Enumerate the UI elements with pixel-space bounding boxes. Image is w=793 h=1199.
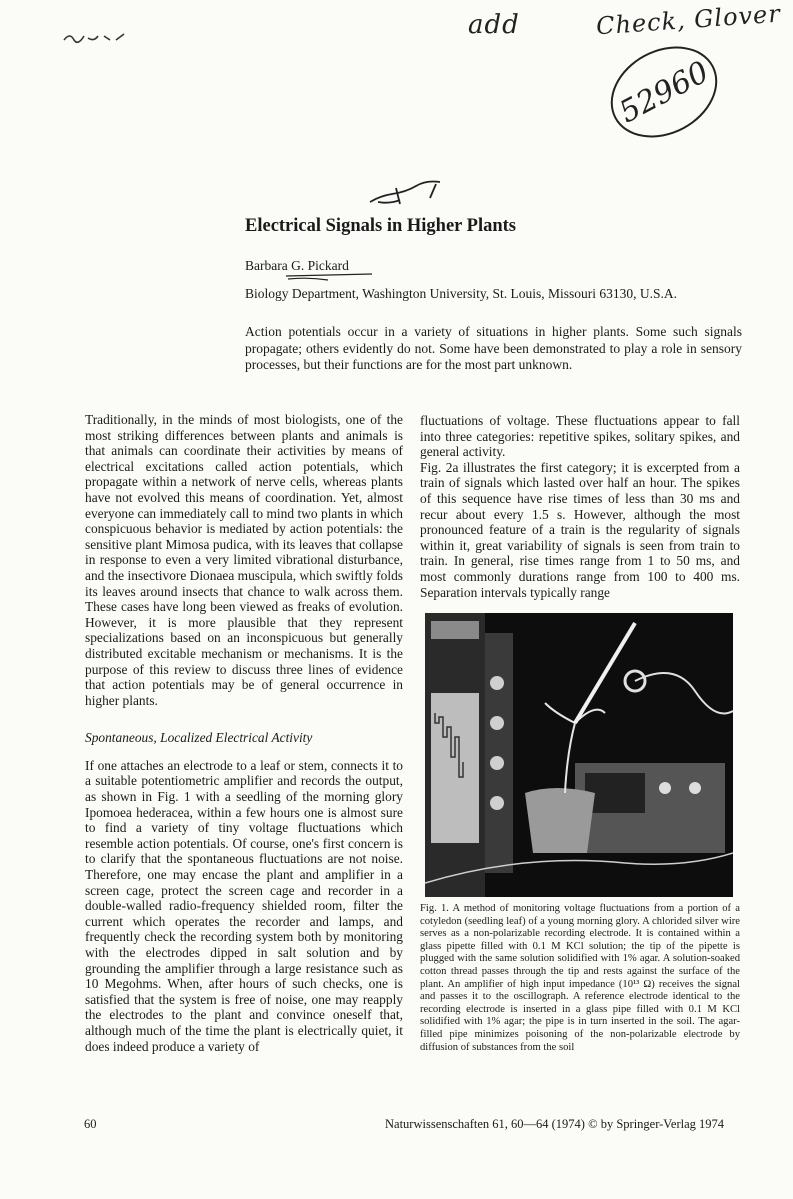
left-column [85,412,403,1054]
page-number: 60 [84,1117,97,1131]
article-title: Electrical Signals in Higher Plants [245,216,516,236]
handwritten-number-oval [595,29,733,156]
handwritten-add: add [468,10,520,40]
corner-scribble [60,26,130,48]
paragraph: If one attaches an electrode to a leaf or stem, connects it to a suitable potentiometric amplifier and records the output, as shown in Fig. 1 with a seedling of the morning glory Ipomoea hederacea, within a few hours one is almost sure to find a variety of tiny voltage fluctuations which resemble action potentials. Of course, one's first concern is to clarify that the spontaneous fluctuations are not noise. Therefore, one may encase the plant and amplifier in a screen cage, protect the screen cage and recorder in a double-walled radio-frequency shielded room, filter the current which operates the recorder and lamps, and frequently check the recording system both by monitoring with the electrodes dipped in salt solution and by grounding the amplifier through a large resistance such as 10 Megohms. When, after hours of such checks, one is satisfied that the system is free of noise, one may reapply the electrodes to the plant and convince oneself that, although much of the time the plant is electrically quiet, it does indeed produce a variety of [85,757,403,1054]
handwritten-number: 52960 [613,54,715,130]
paragraph: Fig. 2a illustrates the first category; it is excerpted from a train of signals which lasted over half an hour. The spikes of this sequence have rise times of less than 30 ms and recur about every 1.5 s. However, although the most pronounced feature of a train is the regularity of signals within it, great variability of signals is seen from train to train. In general, rise times range from 1 to 50 ms, and most commonly durations range from 100 to 400 ms. Separation intervals typically range [420,459,740,600]
right-column [420,413,740,600]
journal-citation: Naturwissenschaften 61, 60—64 (1974) © by Springer-Verlag 1974 [385,1117,725,1131]
abstract: Action potentials occur in a variety of situations in higher plants. Some such signals propagate; others evidently do not. Some have been demonstrated to play a role in sensory processes, but their functions are for the most part unknown. [245,324,742,372]
section-heading: Spontaneous, Localized Electrical Activity [85,730,313,746]
figure-1-caption: Fig. 1. A method of monitoring voltage fluctuations from a portion of a cotyledon (seedling leaf) of a young morning glory. A chlorided silver wire serves as a non-polarizable recording electrode. It is contained within a glass pipette filled with 0.1 M KCl solution; the tip of the pipette is plugged with the same solution solidified with 1% agar. A solution-soaked cotton thread passes through the tip and rests against the surface of the plant. An amplifier of high input impedance (10¹³ Ω) receives the signal and passes it to the oscillograph. A reference electrode identical to the recording electrode is inserted in a glass pipe filled with 0.1 M KCl solidified with 1% agar; the pipe is in turn inserted in the soil. The agar-filled pipe minimizes poisoning of the non-polarizable electrode by diffusion of substances from the soil [420,903,740,1053]
figure-1-photo [425,613,733,897]
scribble-mark [366,178,448,208]
author-affiliation: Biology Department, Washington University, St. Louis, Missouri 63130, U.S.A. [245,286,678,301]
apparatus-photo [425,613,733,897]
paragraph: fluctuations of voltage. These fluctuations appear to fall into three categories: repetitive spikes, solitary spikes, and general activity. [420,413,740,460]
author-name: Barbara G. Pickard [245,258,349,273]
handwritten-check-glover: Check, Glover [595,0,782,41]
author-underline [284,270,374,282]
paragraph: Traditionally, in the minds of most biologists, one of the most striking differences between plants and animals is that animals can coordinate their activities by means of electrical excitations called action potentials, which propagate within a network of nerve cells, whereas plants have not evolved this means of coordination. Yet, almost everyone can immediately call to mind two plants in which conspicuous behavior is mediated by action potentials: the sensitive plant Mimosa pudica, with its leaves that collapse in response to even a very limited vibrational disturbance, and the insectivore Dionaea muscipula, which swiftly folds its leaves around insects that chance to walk across them. These cases have long been viewed as freaks of evolution. However, it is more plausible that they represent specializations based on an inconspicuous but generally distributed excitable mechanism or mechanisms. It is the purpose of this review to discuss three lines of evidence that action potentials may be of general occurrence in higher plants. [85,412,403,708]
